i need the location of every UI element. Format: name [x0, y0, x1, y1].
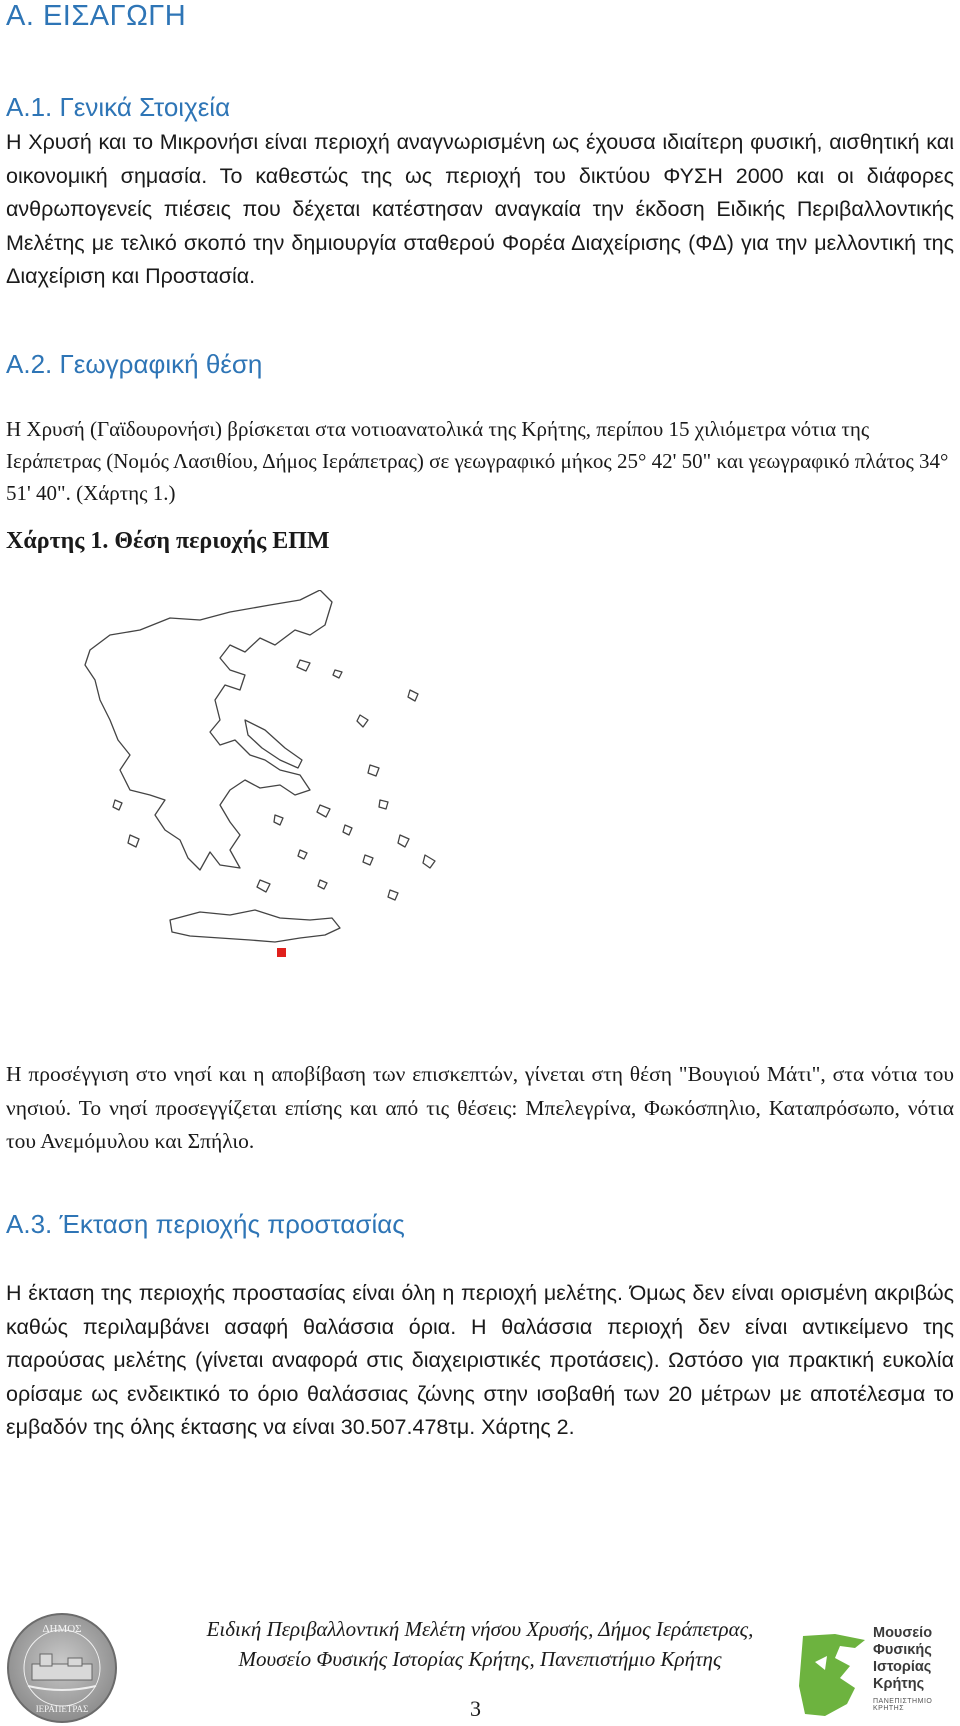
section-title: Α. ΕΙΣΑΓΩΓΗ	[6, 0, 187, 32]
extent-paragraph: Η έκταση της περιοχής προστασίας είναι όλη η περιοχή μελέτης. Όμως δεν είναι ορισμένη ακριβώς καθώς περιλαμβάνει ασαφή θαλάσσια όρια. Η θαλάσσια περιοχή δεν είναι αντικείμενο της παρούσας μελέτης (γίνεται αναφορά στις διαχειριστικές προτάσεις). Ωστόσο για πρακτική ευκολία ορίσαμε ως ενδεικτικό το όριο θαλάσσιας ζώνης στην ισοβαθή των 20 μέτρων με αποτέλεσμα το εμβαδόν της όλης έκτασης να είναι 30.507.478τμ. Χάρτης 2.	[6, 1281, 954, 1439]
museum-name-line-2: Φυσικής	[873, 1642, 932, 1658]
map-caption: Χάρτης 1. Θέση περιοχής ΕΠΜ	[6, 528, 330, 554]
greece-location-map	[70, 590, 490, 990]
location-paragraph: Η Χρυσή (Γαϊδουρονήσι) βρίσκεται στα νοτιοανατολικά της Κρήτης, περίπου 15 χιλιόμετρα νότια της Ιεράπετρας (Νομός Λασιθίου, Δήμος Ιεράπετρας) σε γεωγραφικό μήκος 25° 42' 50" και γεωγραφικό πλάτος 34° 51' 40". (Χάρτης 1.)	[6, 417, 949, 505]
page-number: 3	[470, 1696, 481, 1721]
footer-caption	[140, 1614, 820, 1674]
subsection-title-extent: Α.3. Έκταση περιοχής προστασίας	[6, 1209, 405, 1239]
subsection-title-location: Α.2. Γεωγραφική θέση	[6, 349, 263, 379]
general-info-paragraph: Η Χρυσή και το Μικρονήσι είναι περιοχή αναγνωρισμένη ως έχουσα ιδιαίτερη φυσική, αισθητική και οικονομική σημασία. Το καθεστώς της ως περιοχή του δικτύου ΦΥΣΗ 2000 και οι διάφορες ανθρωπογενείς πιέσεις που δέχεται κατέστησαν αναγκαία την έκδοση Ειδικής Περιβαλλοντικής Μελέτης με τελικό σκοπό την δημιουργία σταθερού Φορέα Διαχείρισης (ΦΔ) για την μελλοντική της Διαχείριση και Προστασία.	[6, 130, 954, 288]
museum-name-line-3: Ιστορίας	[873, 1659, 932, 1675]
footer-line-1: Ειδική Περιβαλλοντική Μελέτη νήσου Χρυσής, Δήμος Ιεράπετρας,	[206, 1617, 754, 1641]
municipality-seal-logo	[6, 1612, 118, 1724]
svg-text:ΙΕΡΑΠΕΤΡΑΣ: ΙΕΡΑΠΕΤΡΑΣ	[35, 1704, 89, 1714]
bird-icon	[799, 1634, 865, 1716]
crete-outline	[170, 910, 340, 942]
mainland-outline	[85, 590, 332, 870]
svg-text:ΔΗΜΟΣ: ΔΗΜΟΣ	[42, 1623, 82, 1635]
museum-name	[873, 1625, 932, 1693]
access-paragraph: Η προσέγγιση στο νησί και η αποβίβαση των επισκεπτών, γίνεται στη θέση "Βουγιού Μάτι", στα νότια του νησιού. Το νησί προσεγγίζεται επίσης και από τις θέσεις: Μπελεγρίνα, Φωκόσπηλιο, Καταπρόσωπο, νότια του Ανεμόμυλου και Σπήλιο.	[6, 1062, 954, 1153]
islands-cluster	[113, 660, 435, 900]
footer-line-2: Μουσείο Φυσικής Ιστορίας Κρήτης, Πανεπιστήμιο Κρήτης	[238, 1647, 722, 1671]
subsection-title-general: Α.1. Γενικά Στοιχεία	[6, 92, 231, 122]
chrysi-location-marker	[277, 948, 286, 957]
museum-name-line-1: Μουσείο	[873, 1625, 933, 1641]
museum-subtitle: ΠΑΝΕΠΙΣΤΗΜΙΟ ΚΡΗΤΗΣ	[873, 1698, 933, 1712]
museum-name-line-4: Κρήτης	[873, 1676, 925, 1692]
euboea-outline	[245, 720, 302, 768]
